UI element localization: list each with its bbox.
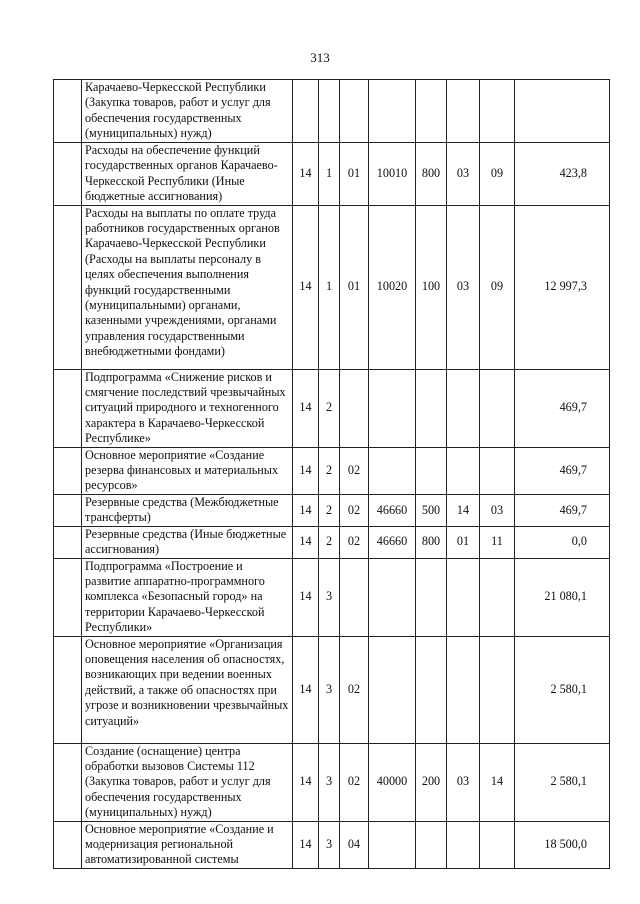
code-2-cell: 2 xyxy=(319,369,340,447)
amount-cell: 469,7 xyxy=(515,494,610,526)
code-5-cell: 500 xyxy=(416,494,447,526)
table-row xyxy=(54,205,610,369)
blank-cell xyxy=(54,447,82,494)
blank-cell xyxy=(54,143,82,206)
code-2-cell: 3 xyxy=(319,821,340,868)
code-4-cell: 40000 xyxy=(369,743,416,821)
expense-name-cell: Расходы на обеспечение функций государственных органов Карачаево-Черкесской Республики (Иные бюджетные ассигнования) xyxy=(82,143,293,206)
page-number: 313 xyxy=(310,50,330,65)
amount-cell: 423,8 xyxy=(515,143,610,206)
table-row xyxy=(54,494,610,526)
code-4-cell xyxy=(369,636,416,743)
code-5-cell xyxy=(416,369,447,447)
code-7-cell: 03 xyxy=(480,494,515,526)
amount-cell: 21 080,1 xyxy=(515,558,610,636)
code-1-cell: 14 xyxy=(293,821,319,868)
code-7-cell: 14 xyxy=(480,743,515,821)
code-3-cell: 02 xyxy=(340,743,369,821)
amount-cell: 469,7 xyxy=(515,447,610,494)
blank-cell xyxy=(54,558,82,636)
table-row xyxy=(54,821,610,868)
code-1-cell xyxy=(293,80,319,143)
code-3-cell xyxy=(340,558,369,636)
amount-cell: 2 580,1 xyxy=(515,636,610,743)
code-7-cell xyxy=(480,636,515,743)
code-4-cell xyxy=(369,447,416,494)
code-1-cell: 14 xyxy=(293,558,319,636)
code-4-cell xyxy=(369,80,416,143)
code-2-cell: 3 xyxy=(319,636,340,743)
code-7-cell: 09 xyxy=(480,205,515,369)
code-7-cell xyxy=(480,80,515,143)
code-5-cell xyxy=(416,80,447,143)
blank-cell xyxy=(54,494,82,526)
table-row xyxy=(54,143,610,206)
code-3-cell: 01 xyxy=(340,205,369,369)
code-1-cell: 14 xyxy=(293,494,319,526)
code-5-cell xyxy=(416,558,447,636)
amount-cell xyxy=(515,80,610,143)
code-2-cell: 1 xyxy=(319,143,340,206)
code-6-cell xyxy=(447,636,480,743)
blank-cell xyxy=(54,526,82,558)
code-3-cell: 02 xyxy=(340,636,369,743)
code-7-cell xyxy=(480,821,515,868)
table-row xyxy=(54,526,610,558)
code-1-cell: 14 xyxy=(293,636,319,743)
code-2-cell: 3 xyxy=(319,743,340,821)
budget-table-body xyxy=(54,80,610,869)
code-6-cell: 03 xyxy=(447,143,480,206)
code-2-cell: 2 xyxy=(319,447,340,494)
code-1-cell: 14 xyxy=(293,526,319,558)
code-2-cell: 2 xyxy=(319,526,340,558)
expense-name-cell: Основное мероприятие «Создание резерва финансовых и материальных ресурсов» xyxy=(82,447,293,494)
code-6-cell xyxy=(447,447,480,494)
expense-name-cell: Создание (оснащение) центра обработки вызовов Системы 112 (Закупка товаров, работ и услуг для обеспечения государственных (муниципальных) нужд) xyxy=(82,743,293,821)
expense-name-cell: Подпрограмма «Построение и развитие аппаратно-программного комплекса «Безопасный город» на территории Карачаево-Черкесской Республики» xyxy=(82,558,293,636)
code-5-cell xyxy=(416,821,447,868)
code-3-cell: 02 xyxy=(340,526,369,558)
code-4-cell: 46660 xyxy=(369,494,416,526)
blank-cell xyxy=(54,369,82,447)
code-3-cell: 04 xyxy=(340,821,369,868)
blank-cell xyxy=(54,80,82,143)
code-4-cell: 10020 xyxy=(369,205,416,369)
code-7-cell xyxy=(480,447,515,494)
code-7-cell xyxy=(480,369,515,447)
code-5-cell: 800 xyxy=(416,143,447,206)
code-6-cell xyxy=(447,80,480,143)
code-3-cell xyxy=(340,369,369,447)
code-3-cell xyxy=(340,80,369,143)
code-2-cell: 3 xyxy=(319,558,340,636)
table-row xyxy=(54,80,610,143)
code-1-cell: 14 xyxy=(293,205,319,369)
code-6-cell xyxy=(447,821,480,868)
code-7-cell xyxy=(480,558,515,636)
code-2-cell: 2 xyxy=(319,494,340,526)
code-4-cell xyxy=(369,558,416,636)
code-1-cell: 14 xyxy=(293,143,319,206)
code-5-cell xyxy=(416,636,447,743)
code-5-cell xyxy=(416,447,447,494)
table-row xyxy=(54,558,610,636)
code-3-cell: 02 xyxy=(340,447,369,494)
expense-name-cell: Основное мероприятие «Организация оповещения населения об опасностях, возникающих при ведении военных действий, а также об опасностях при угрозе и возникновении чрезвычайных ситуаций» xyxy=(82,636,293,743)
code-1-cell: 14 xyxy=(293,369,319,447)
code-6-cell xyxy=(447,369,480,447)
blank-cell xyxy=(54,636,82,743)
expense-name-cell: Резервные средства (Межбюджетные трансферты) xyxy=(82,494,293,526)
amount-cell: 0,0 xyxy=(515,526,610,558)
code-6-cell: 14 xyxy=(447,494,480,526)
expense-name-cell: Карачаево-Черкесской Республики (Закупка товаров, работ и услуг для обеспечения государственных (муниципальных) нужд) xyxy=(82,80,293,143)
code-1-cell: 14 xyxy=(293,447,319,494)
amount-cell: 18 500,0 xyxy=(515,821,610,868)
code-5-cell: 800 xyxy=(416,526,447,558)
code-6-cell: 03 xyxy=(447,743,480,821)
amount-cell: 2 580,1 xyxy=(515,743,610,821)
budget-table xyxy=(53,79,610,869)
code-4-cell: 10010 xyxy=(369,143,416,206)
blank-cell xyxy=(54,821,82,868)
code-7-cell: 11 xyxy=(480,526,515,558)
table-row xyxy=(54,369,610,447)
table-row xyxy=(54,743,610,821)
expense-name-cell: Расходы на выплаты по оплате труда работников государственных органов Карачаево-Черкесской Республики (Расходы на выплаты персоналу в целях обеспечения выполнения функций государственными (муниципальными) органами, казенными учреждениями, органами управления государственными внебюджетными фондами) xyxy=(82,205,293,369)
code-4-cell: 46660 xyxy=(369,526,416,558)
blank-cell xyxy=(54,205,82,369)
code-1-cell: 14 xyxy=(293,743,319,821)
table-row xyxy=(54,447,610,494)
code-3-cell: 01 xyxy=(340,143,369,206)
code-5-cell: 200 xyxy=(416,743,447,821)
amount-cell: 469,7 xyxy=(515,369,610,447)
code-2-cell: 1 xyxy=(319,205,340,369)
code-4-cell xyxy=(369,821,416,868)
code-2-cell xyxy=(319,80,340,143)
amount-cell: 12 997,3 xyxy=(515,205,610,369)
table-row xyxy=(54,636,610,743)
code-6-cell: 03 xyxy=(447,205,480,369)
code-6-cell xyxy=(447,558,480,636)
code-5-cell: 100 xyxy=(416,205,447,369)
code-6-cell: 01 xyxy=(447,526,480,558)
code-3-cell: 02 xyxy=(340,494,369,526)
expense-name-cell: Основное мероприятие «Создание и модернизация региональной автоматизированной системы xyxy=(82,821,293,868)
code-4-cell xyxy=(369,369,416,447)
expense-name-cell: Резервные средства (Иные бюджетные ассигнования) xyxy=(82,526,293,558)
expense-name-cell: Подпрограмма «Снижение рисков и смягчение последствий чрезвычайных ситуаций природного и техногенного характера в Карачаево-Черкесской Республике» xyxy=(82,369,293,447)
code-7-cell: 09 xyxy=(480,143,515,206)
blank-cell xyxy=(54,743,82,821)
